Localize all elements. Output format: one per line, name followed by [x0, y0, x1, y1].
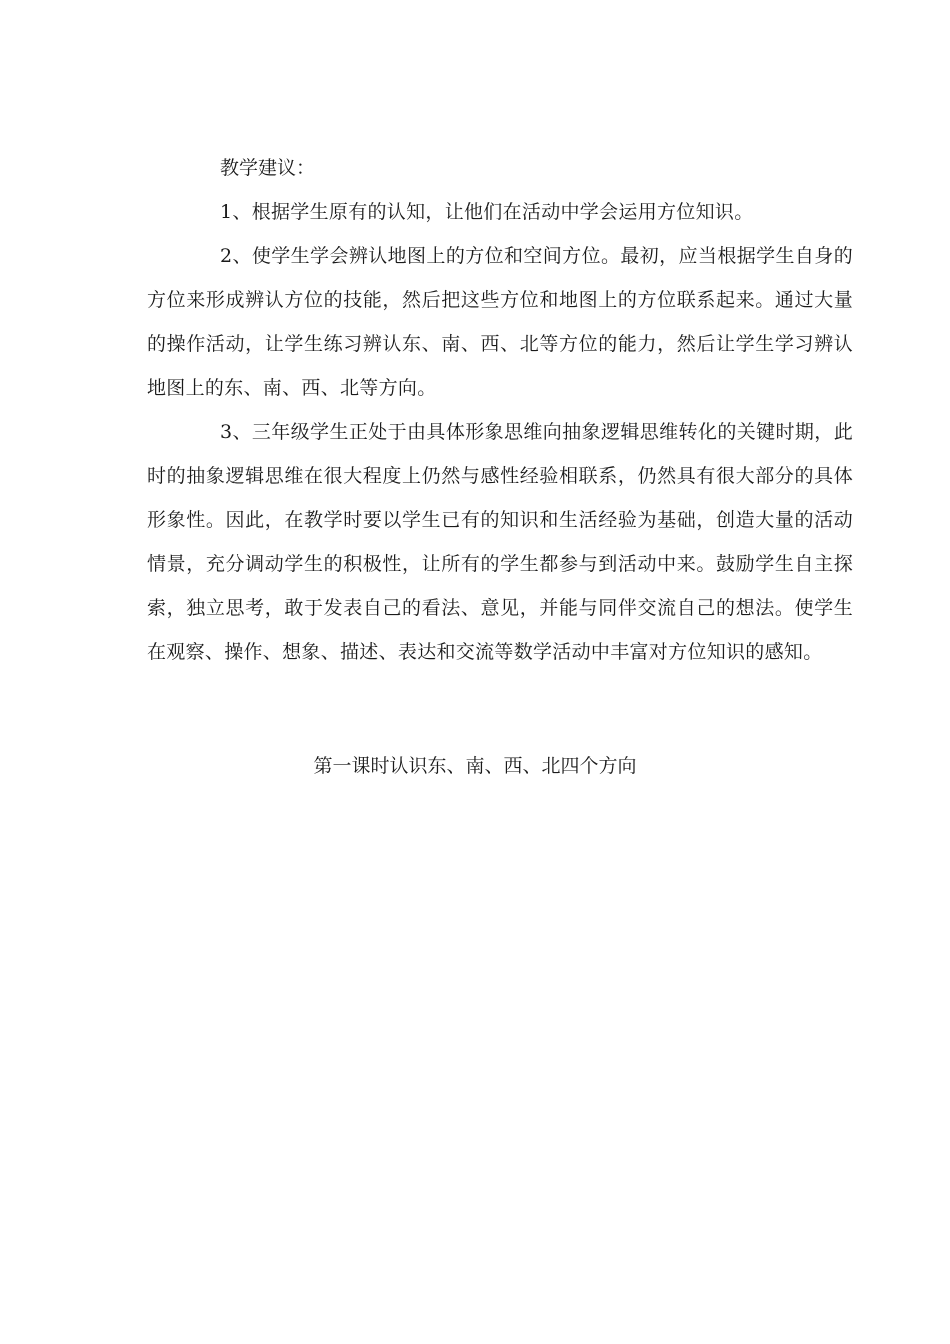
suggestion-paragraph-2: 2、使学生学会辨认地图上的方位和空间方位。最初，应当根据学生自身的方位来形成辨认方位的技能，然后把这些方位和地图上的方位联系起来。通过大量的操作活动，让学生练习辨认东、南、西、北等方位的能力，然后让学生学习辨认地图上的东、南、西、北等方向。: [147, 245, 853, 399]
suggestion-paragraph-1: 1、根据学生原有的认知，让他们在活动中学会运用方位知识。: [220, 201, 754, 223]
document-body: [147, 146, 853, 674]
lesson-title: 第一课时认识东、南、西、北四个方向: [313, 755, 637, 777]
suggestion-paragraph-3: 3、三年级学生正处于由具体形象思维向抽象逻辑思维转化的关键时期，此时的抽象逻辑思维在很大程度上仍然与感性经验相联系，仍然具有很大部分的具体形象性。因此，在教学时要以学生已有的知识和生活经验为基础，创造大量的活动情景，充分调动学生的积极性，让所有的学生都参与到活动中来。鼓励学生自主探索，独立思考，敢于发表自己的看法、意见，并能与同伴交流自己的想法。使学生在观察、操作、想象、描述、表达和交流等数学活动中丰富对方位知识的感知。: [147, 421, 853, 663]
teaching-suggestions-heading: 教学建议：: [220, 157, 316, 179]
